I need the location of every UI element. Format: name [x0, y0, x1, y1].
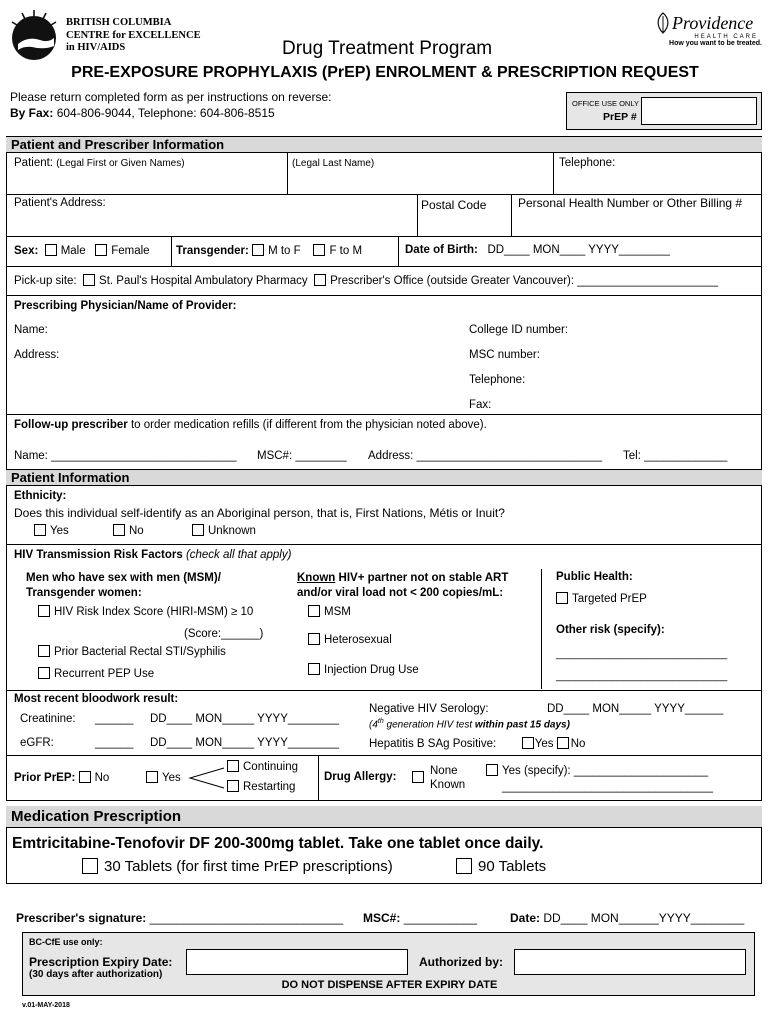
followup-tel-field[interactable]: Tel: _____________ [623, 450, 728, 462]
other-risk-field-2[interactable]: ____________________________ [556, 670, 728, 682]
egfr-date-field[interactable]: DD____ MON_____ YYYY________ [150, 737, 340, 749]
aboriginal-no-label: No [129, 525, 144, 537]
m-to-f-label: M to F [268, 245, 301, 257]
continuing-label: Continuing [243, 761, 298, 773]
restarting-checkbox[interactable] [227, 780, 239, 792]
female-checkbox[interactable] [95, 244, 107, 256]
expiry-date-sub: (30 days after authorization) [29, 969, 163, 980]
org-line-2: CENTRE for EXCELLENCE [66, 29, 201, 41]
hiri-checkbox[interactable] [38, 605, 50, 617]
male-checkbox[interactable] [45, 244, 57, 256]
msm-heading-2: Transgender women: [26, 587, 142, 599]
followup-msc-field[interactable]: MSC#: ________ [257, 450, 347, 462]
providence-logo [654, 12, 766, 47]
physician-address-field[interactable]: Address: [14, 349, 60, 361]
patient-address-field[interactable]: Patient's Address: [14, 197, 106, 209]
allergy-specify-line-2[interactable]: _________________________________ [502, 781, 714, 793]
fax-label: By Fax: [10, 106, 54, 120]
signature-date-label: Date: [510, 911, 541, 925]
prep-number-label: PrEP # [603, 111, 637, 123]
patient-label: Patient: [14, 157, 53, 169]
signature-field[interactable]: _____________________________ [149, 911, 344, 925]
prior-prep-no-checkbox[interactable] [79, 771, 91, 783]
allergy-none-known-checkbox[interactable] [412, 771, 424, 783]
recurrent-pep-label: Recurrent PEP Use [54, 668, 155, 680]
msm-heading-1: Men who have sex with men (MSM)/ [26, 572, 221, 584]
hiri-score-field[interactable]: (Score:______) [184, 628, 264, 640]
phn-field[interactable]: Personal Health Number or Other Billing # [518, 196, 743, 210]
sunburst-logo-icon [8, 10, 60, 62]
expiry-date-field[interactable] [186, 949, 408, 975]
signature-msc-label: MSC#: [363, 911, 401, 925]
hep-b-no-checkbox[interactable] [557, 737, 569, 749]
allergy-yes-specify-field[interactable]: Yes (specify): _____________________ [502, 765, 709, 777]
form-title: PRE-EXPOSURE PROPHYLAXIS (PrEP) ENROLMENT & PRESCRIPTION REQUEST [71, 64, 699, 81]
partner-heterosexual-checkbox[interactable] [308, 633, 320, 645]
egfr-label: eGFR: [20, 737, 54, 749]
ninety-tablets-label: 90 Tablets [478, 858, 547, 875]
first-name-hint: (Legal First or Given Names) [56, 158, 185, 169]
targeted-prep-label: Targeted PrEP [572, 593, 647, 605]
org-line-1: BRITISH COLUMBIA [66, 17, 172, 28]
known-partner-heading-1: HIV+ partner not on stable ART [335, 572, 509, 584]
known-partner-heading-2: and/or viral load not < 200 copies/mL: [297, 587, 504, 599]
other-risk-label: Other risk (specify): [556, 624, 665, 636]
prep-number-field[interactable] [641, 97, 757, 125]
bccfe-logo [8, 10, 60, 62]
partner-msm-label: MSM [324, 606, 351, 618]
followup-label: Follow-up prescriber [14, 419, 128, 431]
prior-prep-yes-label: Yes [162, 772, 181, 784]
providence-name: Providence [672, 12, 754, 33]
creatinine-label: Creatinine: [20, 713, 76, 725]
aboriginal-no-checkbox[interactable] [113, 524, 125, 536]
program-title: Drug Treatment Program [282, 38, 493, 59]
physician-fax-field[interactable]: Fax: [469, 399, 492, 411]
restarting-label: Restarting [243, 781, 296, 793]
ethnicity-question: Does this individual self-identify as an Aboriginal person, that is, First Nations, Métis or Inuit? [14, 506, 505, 520]
egfr-value-field[interactable]: ______ [95, 737, 134, 749]
do-not-dispense-notice: DO NOT DISPENSE AFTER EXPIRY DATE [281, 979, 498, 991]
creatinine-value-field[interactable]: ______ [95, 713, 134, 725]
gen-note-c: within past 15 days) [474, 719, 570, 731]
ninety-tablets-checkbox[interactable] [456, 858, 472, 874]
m-to-f-checkbox[interactable] [252, 244, 264, 256]
pickup-st-pauls-checkbox[interactable] [83, 274, 95, 286]
version-label: v.01-MAY-2018 [22, 1002, 70, 1009]
partner-idu-checkbox[interactable] [308, 663, 320, 675]
aboriginal-unknown-label: Unknown [208, 525, 256, 537]
physician-name-field[interactable]: Name: [14, 324, 48, 336]
negative-hiv-label: Negative HIV Serology: [369, 703, 489, 715]
hep-b-yes-checkbox[interactable] [522, 737, 534, 749]
signature-msc-field[interactable]: ___________ [403, 911, 478, 925]
bccfe-office-box [22, 932, 755, 996]
public-health-label: Public Health: [556, 571, 633, 583]
partner-msm-checkbox[interactable] [308, 605, 320, 617]
office-use-box [566, 92, 762, 130]
aboriginal-yes-label: Yes [50, 525, 69, 537]
partner-idu-label: Injection Drug Use [324, 664, 419, 676]
partner-heterosexual-label: Heterosexual [324, 634, 392, 646]
risk-factors-hint: (check all that apply) [185, 549, 292, 561]
authorized-by-label: Authorized by: [419, 955, 503, 969]
followup-address-field[interactable]: Address: _____________________________ [368, 450, 603, 462]
bloodwork-label: Most recent bloodwork result: [14, 693, 179, 705]
risk-factors-label: HIV Transmission Risk Factors [14, 549, 183, 561]
physician-telephone-field[interactable]: Telephone: [469, 374, 526, 386]
prior-prep-no-label: No [94, 772, 110, 784]
signature-date-field[interactable]: DD____ MON______YYYY________ [543, 911, 745, 925]
ethnicity-label: Ethnicity: [14, 490, 67, 502]
patient-last-name-field[interactable]: (Legal Last Name) [292, 158, 375, 169]
section-patient-prescriber: Patient and Prescriber Information [6, 136, 762, 153]
prescribing-physician-heading: Prescribing Physician/Name of Provider: [14, 300, 237, 312]
gen-note-a: (4 [369, 719, 378, 731]
thirty-tablets-checkbox[interactable] [82, 858, 98, 874]
pickup-office-checkbox[interactable] [314, 274, 326, 286]
expiry-date-label: Prescription Expiry Date: [29, 955, 173, 969]
branch-bracket-icon [186, 764, 226, 792]
transgender-label: Transgender: [176, 245, 249, 257]
msc-number-field[interactable]: MSC number: [469, 349, 540, 361]
female-label: Female [111, 245, 150, 257]
gen-note-sup: th [377, 718, 384, 725]
section-patient-information: Patient Information [6, 469, 762, 486]
targeted-prep-checkbox[interactable] [556, 592, 568, 604]
male-label: Male [60, 245, 86, 257]
followup-text: to order medication refills (if different from the physician noted above). [130, 419, 487, 431]
prior-prep-label: Prior PrEP: [14, 772, 76, 784]
aboriginal-unknown-checkbox[interactable] [192, 524, 204, 536]
recurrent-pep-checkbox[interactable] [38, 667, 50, 679]
negative-hiv-date-field[interactable]: DD____ MON_____ YYYY______ [547, 703, 724, 715]
pickup-office-label[interactable]: Prescriber's Office (outside Greater Vancouver): ______________________ [330, 275, 718, 287]
authorized-by-field[interactable] [514, 949, 746, 975]
postal-code-field[interactable]: Postal Code [421, 198, 487, 212]
patient-telephone-field[interactable]: Telephone: [559, 157, 616, 169]
leaf-icon [654, 12, 672, 34]
creatinine-date-field[interactable]: DD____ MON_____ YYYY________ [150, 713, 340, 725]
sex-label: Sex: [14, 245, 39, 257]
f-to-m-checkbox[interactable] [313, 244, 325, 256]
allergy-known-label: Known [430, 779, 466, 791]
hiri-label: HIV Risk Index Score (HIRI-MSM) ≥ 10 [54, 606, 254, 618]
continuing-checkbox[interactable] [227, 760, 239, 772]
gen-note-b: generation HIV test [383, 719, 475, 731]
dob-field[interactable]: DD____ MON____ YYYY________ [487, 244, 671, 256]
section-medication: Medication Prescription [6, 806, 762, 828]
dob-label: Date of Birth: [405, 244, 478, 256]
fax-number: 604-806-9044, Telephone: 604-806-8515 [56, 106, 275, 120]
drug-allergy-label: Drug Allergy: [324, 771, 397, 783]
pickup-label: Pick-up site: [14, 275, 77, 287]
patient-first-name-field[interactable] [14, 157, 185, 169]
providence-tagline: How you want to be treated. [669, 40, 762, 47]
thirty-tablets-label: 30 Tablets (for first time PrEP prescriptions) [104, 858, 393, 875]
bccfe-use-only-label: BC-CfE use only: [29, 937, 103, 947]
f-to-m-label: F to M [329, 245, 363, 257]
hep-b-no-label: No [570, 738, 586, 750]
known-label: Known [297, 572, 336, 584]
pickup-st-pauls-label: St. Paul's Hospital Ambulatory Pharmacy [99, 275, 308, 287]
return-instructions: Please return completed form as per instructions on reverse: [10, 90, 332, 104]
providence-sub: HEALTH CARE [694, 34, 758, 40]
aboriginal-yes-checkbox[interactable] [34, 524, 46, 536]
hep-b-label: Hepatitis B SAg Positive: [369, 738, 497, 750]
followup-name-field[interactable]: Name: _____________________________ [14, 450, 237, 462]
prior-prep-yes-checkbox[interactable] [146, 771, 158, 783]
allergy-yes-checkbox[interactable] [486, 764, 498, 776]
medication-drug: Emtricitabine-Tenofovir DF 200-300mg tablet. Take one tablet once daily. [12, 835, 544, 852]
college-id-field[interactable]: College ID number: [469, 324, 569, 336]
org-line-3: in HIV/AIDS [66, 42, 126, 53]
office-use-label: OFFICE USE ONLY [572, 99, 639, 108]
allergy-none-label: None [430, 765, 458, 777]
prior-sti-label: Prior Bacterial Rectal STI/Syphilis [54, 646, 226, 658]
other-risk-field-1[interactable]: ____________________________ [556, 648, 728, 660]
prior-sti-checkbox[interactable] [38, 645, 50, 657]
hep-b-yes-label: Yes [534, 738, 554, 750]
signature-label: Prescriber's signature: [16, 911, 147, 925]
